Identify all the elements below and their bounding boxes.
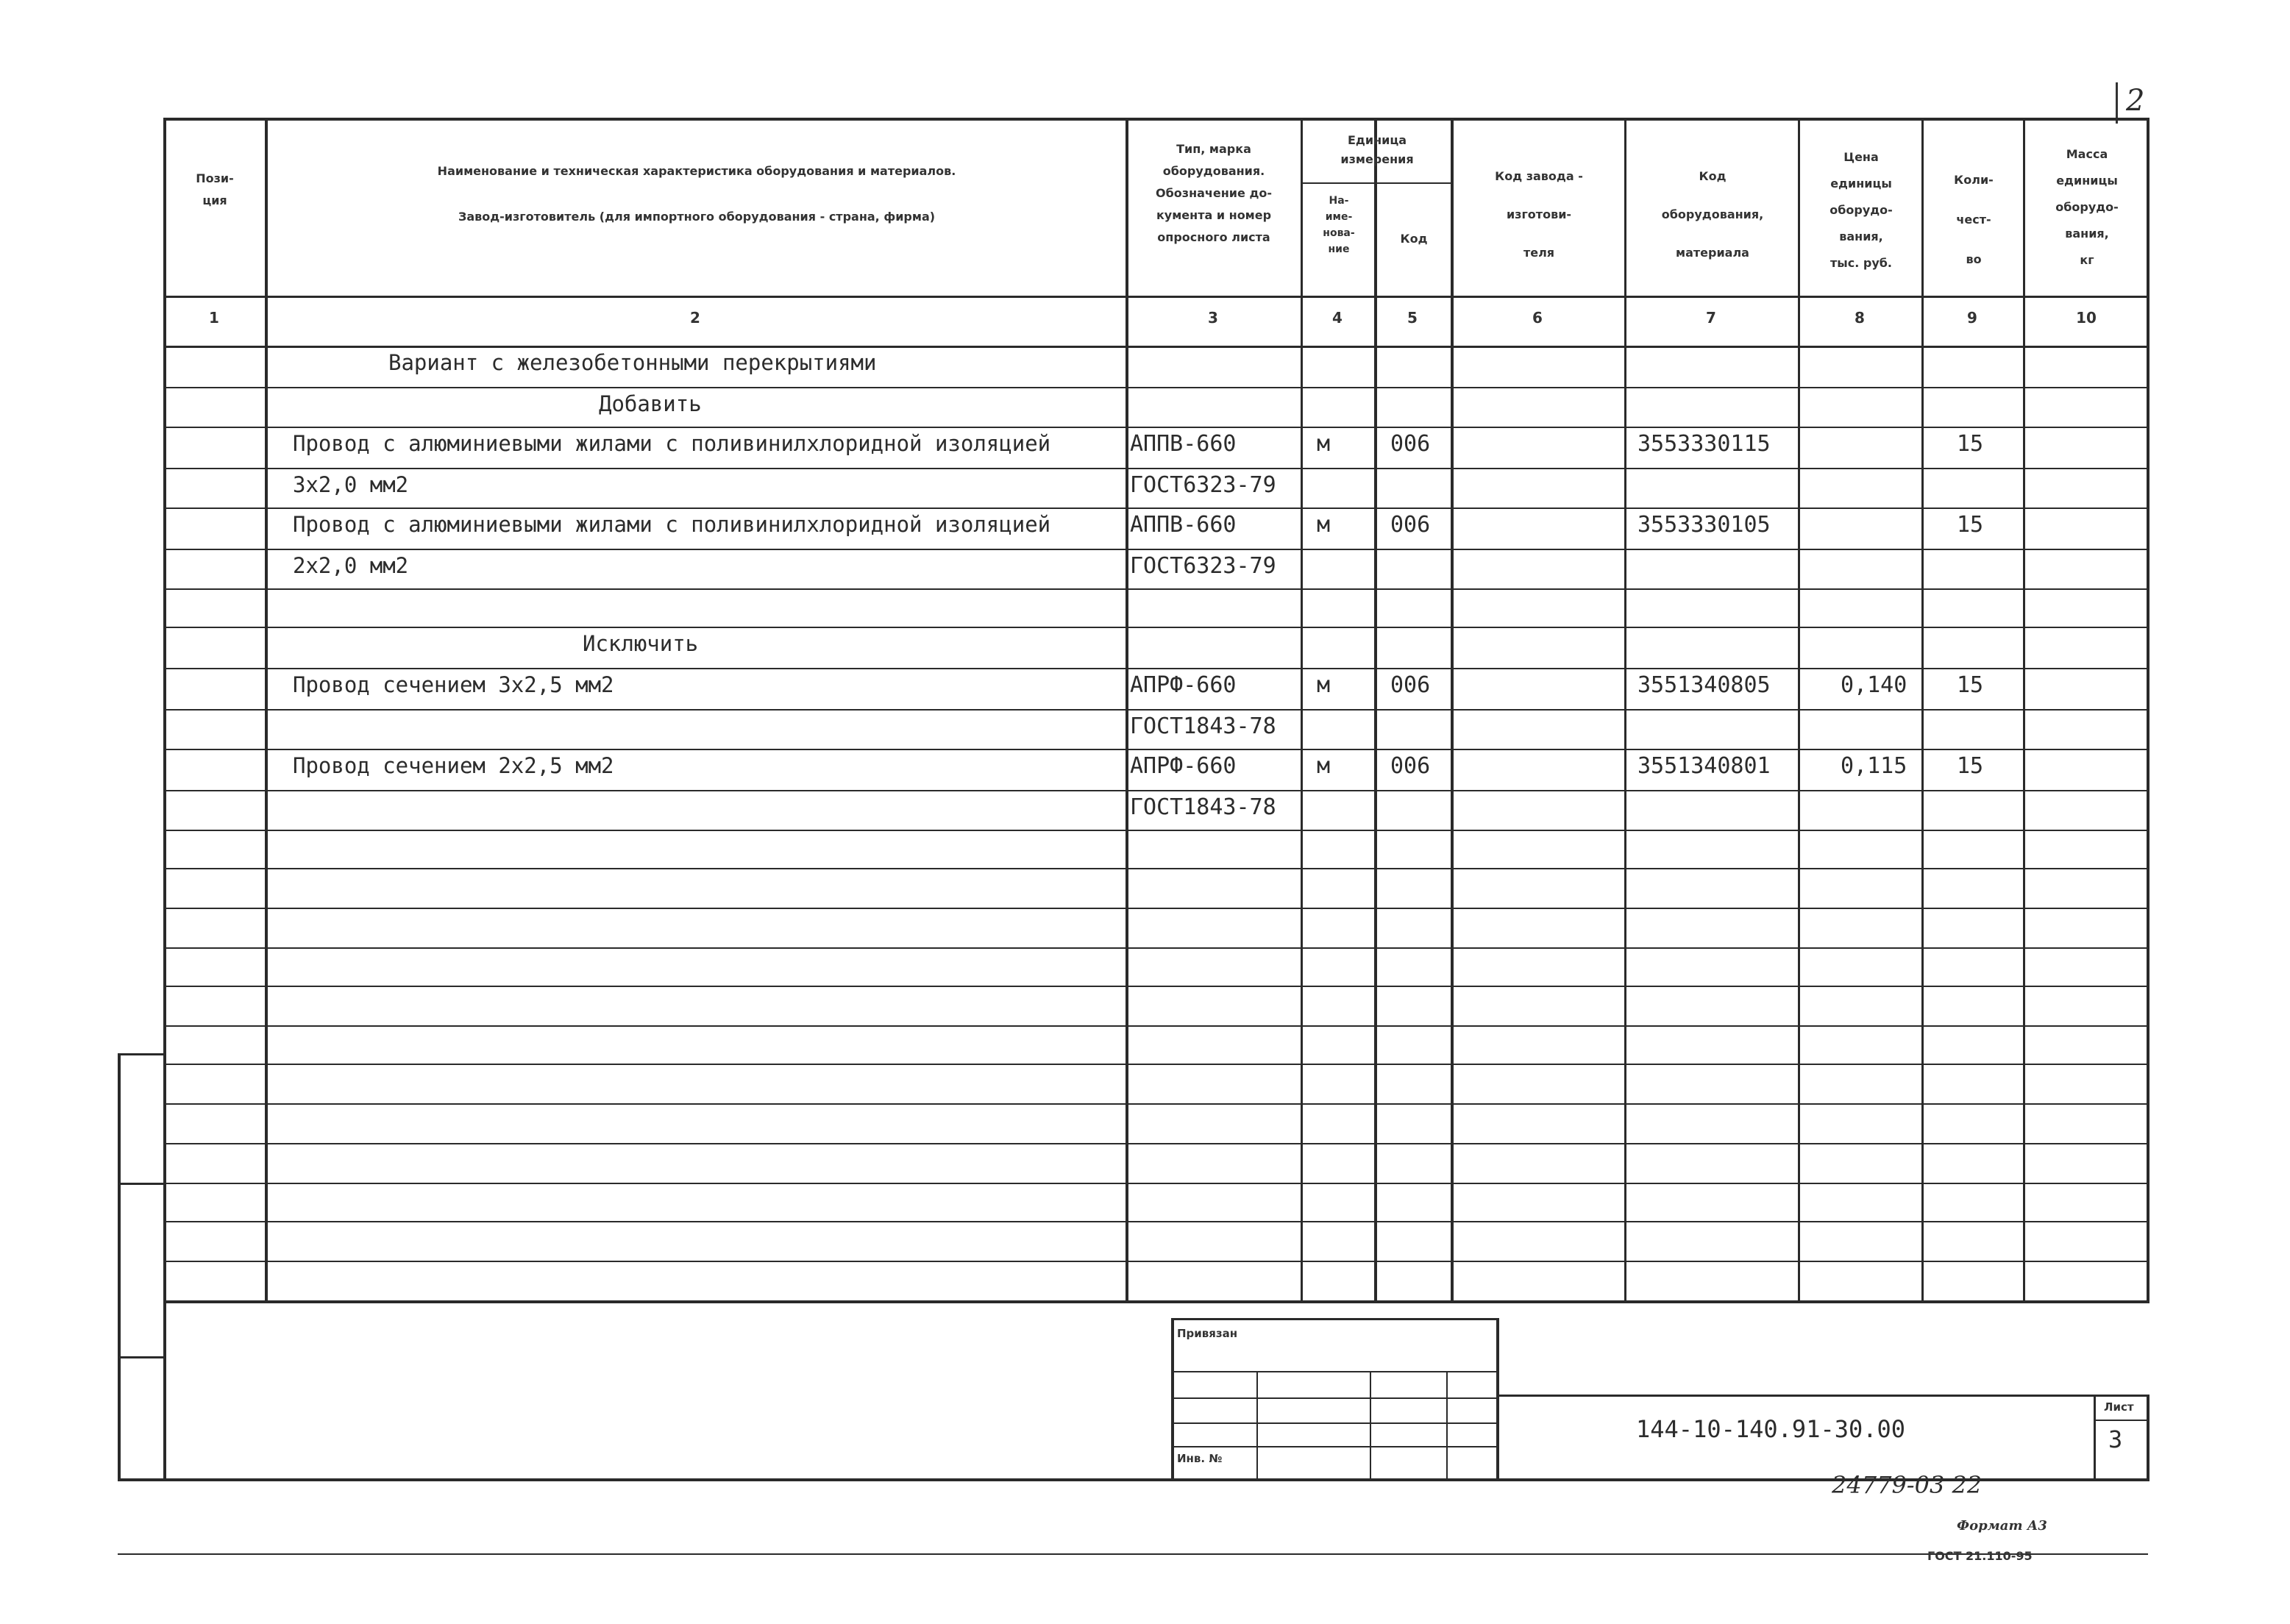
cell-name: Провод с алюминиевыми жилами с поливинилхлоридной изоляцией [293,512,1051,537]
header-mass: Масса единицы оборудо- вания, кг [2055,147,2119,267]
header-position: Пози- ция [196,171,234,207]
cell-unit-code: 006 [1390,672,1431,698]
stamp-inv-no: Инв. № [1177,1452,1223,1465]
row-line [163,986,2149,987]
column-number: 2 [690,309,700,327]
cell-qty: 15 [1957,753,1984,779]
cell-type: ГОСТ6323-79 [1130,472,1276,498]
row-line [163,1025,2149,1027]
handwritten-number: 24779-03 22 [1832,1471,1983,1499]
column-number: 4 [1332,309,1343,327]
row-line [163,868,2149,869]
cell-type: ГОСТ6323-79 [1130,553,1276,579]
cell-qty: 15 [1957,431,1984,457]
row-line [163,830,2149,831]
stamp-privyazan: Привязан [1177,1327,1238,1340]
header-type: Тип, марка оборудования. Обозначение до- кумента и номер опросного листа [1156,142,1272,244]
row-line [163,1221,2149,1222]
header-unit-name: На- име- нова- ние [1323,195,1355,255]
row-line [163,668,2149,669]
gost-label: ГОСТ 21.110-95 [1927,1549,2033,1563]
frame-top [163,118,2149,121]
cell-unit-code: 006 [1390,512,1431,538]
cell-name: Провод с алюминиевыми жилами с поливинилхлоридной изоляцией [293,431,1051,456]
cell-name: Исключить [583,631,699,656]
cell-type: ГОСТ1843-78 [1130,713,1276,739]
column-number: 7 [1706,309,1716,327]
row-line [163,508,2149,509]
column-number: 8 [1855,309,1865,327]
stamp-col [1256,1371,1258,1478]
stamp-line [1171,1371,1499,1372]
row-line [163,1103,2149,1105]
margin-strip-top [118,1053,163,1055]
row-line [163,1183,2149,1184]
column-number: 9 [1967,309,1977,327]
header-qty: Коли- чест- во [1954,173,1994,266]
header-mfr-code: Код завода - изготови- теля [1495,169,1583,260]
row-line [163,1261,2149,1262]
cell-name: Добавить [599,391,702,416]
row-line [163,790,2149,791]
row-line [163,947,2149,949]
row-line [163,709,2149,710]
row-line [163,908,2149,909]
cell-type: АПРФ-660 [1130,672,1237,698]
row-line [163,749,2149,750]
cell-name: 3х2,0 мм2 [293,472,409,497]
corner-mark: 2 [2126,84,2145,118]
cell-name: 2х2,0 мм2 [293,553,409,578]
header-unit-group: Единица измерения [1340,133,1414,166]
row-line [163,549,2149,550]
margin-strip-left [118,1053,121,1480]
stamp-line [1171,1397,1499,1399]
sheet-box-right [2147,1395,2149,1478]
cell-type: АПРФ-660 [1130,753,1237,779]
cell-name: Провод сечением 3х2,5 мм2 [293,672,614,697]
header-name-line1: Наименование и техническая характеристика оборудования и материалов. [437,164,956,178]
doc-code: 144-10-140.91-30.00 [1636,1415,1906,1443]
format-label: Формат А3 [1957,1518,2047,1534]
cell-qty: 15 [1957,512,1984,538]
stamp-col [1370,1371,1371,1478]
column-number: 3 [1208,309,1218,327]
column-number: 6 [1532,309,1543,327]
bottom-rule [118,1553,2148,1555]
stamp-line [1171,1422,1499,1424]
number-row-line [163,346,2149,348]
sheet-label: Лист [2104,1400,2134,1414]
sheet-box-left [2094,1395,2096,1478]
title-block-line [1496,1395,2149,1397]
cell-price: 0,115 [1841,753,1907,779]
cell-equip-code: 3551340805 [1638,672,1771,698]
margin-strip-low [118,1356,163,1358]
cell-type: АППВ-660 [1130,512,1237,538]
cell-equip-code: 3553330105 [1638,512,1771,538]
cell-equip-code: 3553330115 [1638,431,1771,457]
sheet-number: 3 [2108,1425,2123,1453]
cell-type: ГОСТ1843-78 [1130,794,1276,820]
cell-unit-code: 006 [1390,753,1431,779]
column-number: 5 [1407,309,1418,327]
cell-unit: м [1317,672,1331,698]
stamp-line [1171,1446,1499,1447]
cell-equip-code: 3551340801 [1638,753,1771,779]
cell-name: Вариант с железобетонными перекрытиями [388,350,877,375]
header-price: Цена единицы оборудо- вания, тыс. руб. [1829,150,1893,270]
row-line [163,1143,2149,1144]
header-unit-code: Код [1400,232,1428,246]
row-line [163,387,2149,388]
column-number: 1 [209,309,219,327]
margin-strip-mid [118,1183,163,1185]
header-bottom-line [163,296,2149,298]
row-line [163,1064,2149,1065]
stamp-right [1496,1318,1499,1478]
cell-price: 0,140 [1841,672,1907,698]
row-line [163,468,2149,469]
row-line [163,588,2149,590]
row-line [163,427,2149,428]
stamp-top [1171,1318,1499,1320]
cell-qty: 15 [1957,672,1984,698]
cell-unit: м [1317,431,1331,457]
grid-bottom-line [163,1300,2149,1303]
column-number: 10 [2076,309,2097,327]
cell-type: АППВ-660 [1130,431,1237,457]
cell-name: Провод сечением 2х2,5 мм2 [293,753,614,778]
row-line [163,627,2149,628]
cell-unit: м [1317,512,1331,538]
cell-unit-code: 006 [1390,431,1431,457]
header-name-line2: Завод-изготовитель (для импортного оборудования - страна, фирма) [458,210,936,224]
stamp-col [1446,1371,1448,1478]
cell-unit: м [1317,753,1331,779]
header-equip-code: Код оборудования, материала [1661,169,1764,260]
sheet-box-line [2094,1420,2149,1421]
